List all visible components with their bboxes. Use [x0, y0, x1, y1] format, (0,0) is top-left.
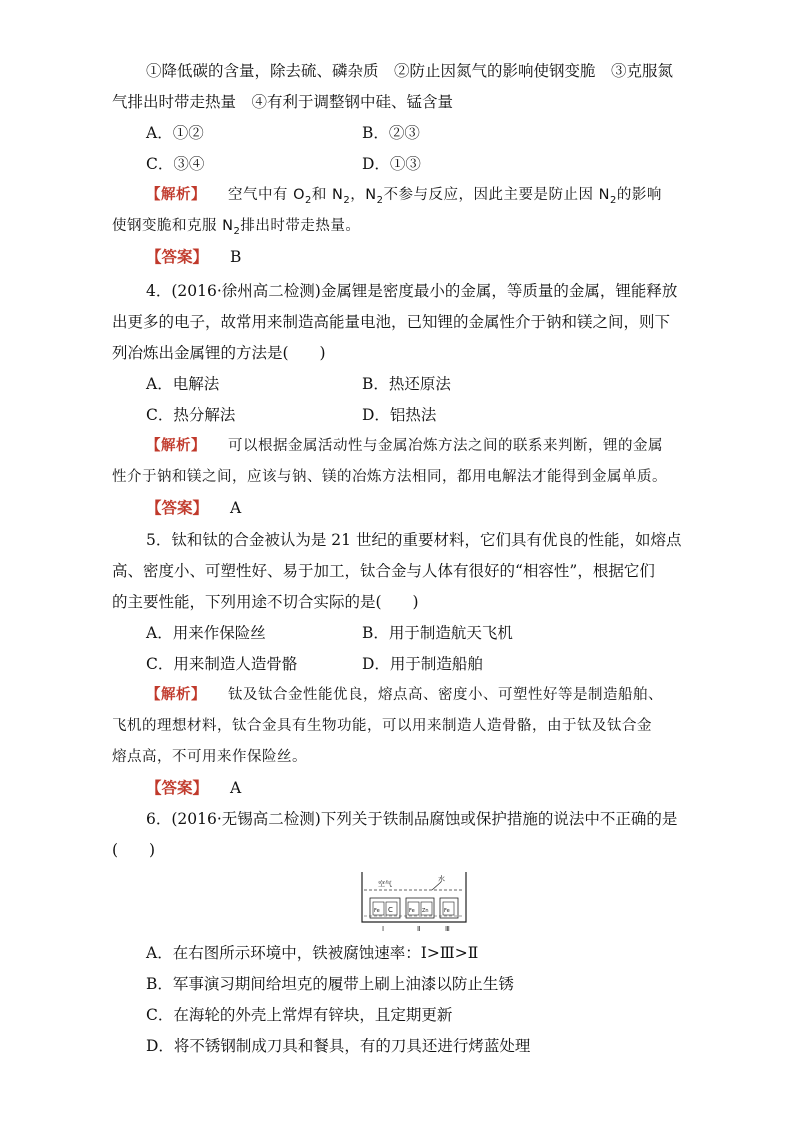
q3-analysis-text: 排出时带走热量。 — [240, 218, 361, 234]
q6-option-b: B．军事演习期间给坦克的履带上刷上油漆以防止生锈 — [146, 975, 514, 993]
analysis-tag: 【解析】 — [146, 687, 206, 703]
q5-analysis-line2: 飞机的理想材料，钛合金具有生物功能，可以用来制造人造骨骼，由于钛及钛合金 — [112, 718, 652, 734]
q3-analysis-line1 — [146, 184, 662, 212]
q3-analysis-line2 — [112, 215, 360, 243]
q4-option-b: B．热还原法 — [362, 375, 451, 393]
fe-label: Fe — [374, 908, 380, 914]
q4-option-a: A．电解法 — [146, 375, 220, 393]
air-label: 空气 — [378, 880, 392, 888]
q4-stem-line3: 列冶炼出金属锂的方法是( ) — [112, 344, 326, 362]
zn-label: Zn — [422, 908, 429, 914]
q3-option-a: A．①② — [146, 124, 204, 142]
c-label: C — [388, 906, 393, 914]
q6-option-a: A．在右图所示环境中，铁被腐蚀速率：Ⅰ>Ⅲ>Ⅱ — [146, 944, 479, 962]
q4-analysis-line2: 性介于钠和镁之间，应该与钠、镁的冶炼方法相同，都用电解法才能得到金属单质。 — [112, 469, 667, 485]
q6-option-d: D．将不锈钢制成刀具和餐具，有的刀具还进行烤蓝处理 — [146, 1037, 531, 1055]
q3-analysis-text: 使钢变脆和克服 N — [112, 218, 234, 234]
label-i: Ⅰ — [382, 925, 385, 932]
fe-label: Fe — [409, 908, 415, 914]
label-ii: Ⅱ — [417, 925, 421, 932]
q3-analysis-text: 和 N — [311, 187, 344, 203]
q3-analysis-text: ，N — [350, 187, 377, 203]
q4-answer — [146, 497, 241, 519]
fe-label: Fe — [444, 908, 450, 914]
subscript: 2 — [376, 194, 384, 206]
q5-answer — [146, 777, 241, 799]
q3-analysis-text: 空气中有 O — [228, 187, 306, 203]
q3-answer-value: B — [230, 248, 242, 266]
analysis-tag: 【解析】 — [146, 438, 206, 454]
q4-option-c: C．热分解法 — [146, 406, 236, 424]
subscript: 2 — [305, 194, 312, 206]
subscript: 2 — [343, 194, 351, 206]
q6-stem-line1: 6．(2016·无锡高二检测)下列关于铁制品腐蚀或保护措施的说法中不正确的是 — [146, 810, 678, 828]
label-iii: Ⅲ — [445, 925, 450, 932]
q5-option-d: D．用于制造船舶 — [362, 655, 483, 673]
answer-tag: 【答案】 — [146, 498, 209, 517]
q3-analysis-text: 的影响 — [616, 187, 662, 203]
subscript: 2 — [609, 194, 617, 206]
water-label: 水 — [438, 875, 445, 883]
q3-line1: ①降低碳的含量，除去硫、磷杂质 ②防止因氮气的影响使钢变脆 ③克服氮 — [146, 62, 674, 80]
q4-analysis-line1 — [146, 435, 663, 457]
q5-analysis-line3: 熔点高，不可用来作保险丝。 — [112, 749, 307, 765]
q5-stem-line2: 高、密度小、可塑性好、易于加工，钛合金与人体有很好的“相容性”，根据它们 — [112, 562, 655, 580]
q3-analysis-text: 不参与反应，因此主要是防止因 N — [383, 187, 610, 203]
answer-tag: 【答案】 — [146, 247, 209, 266]
q5-analysis-text: 钛及钛合金性能优良，熔点高、密度小、可塑性好等是制造船舶、 — [228, 687, 663, 703]
q4-answer-value: A — [230, 499, 242, 517]
q3-option-d: D．①③ — [362, 155, 421, 173]
q5-answer-value: A — [230, 779, 242, 797]
q4-stem-line2: 出更多的电子，故常用来制造高能量电池，已知锂的金属性介于钠和镁之间，则下 — [112, 313, 671, 331]
q4-option-d: D．铝热法 — [362, 406, 437, 424]
water-pointer-line — [432, 882, 441, 890]
q3-answer — [146, 246, 241, 268]
q3-option-b: B．②③ — [362, 124, 420, 142]
q5-stem-line1: 5．钛和钛的合金被认为是 21 世纪的重要材料，它们具有优良的性能，如熔点 — [146, 531, 682, 549]
q3-option-c: C．③④ — [146, 155, 205, 173]
q5-stem-line3: 的主要性能，下列用途不切合实际的是( ) — [112, 593, 419, 611]
corrosion-figure — [360, 868, 470, 932]
subscript: 2 — [233, 225, 241, 237]
q5-analysis-line1 — [146, 684, 663, 706]
q3-line2: 气排出时带走热量 ④有利于调整钢中硅、锰含量 — [112, 93, 454, 111]
q4-analysis-text: 可以根据金属活动性与金属冶炼方法之间的联系来判断，锂的金属 — [228, 438, 663, 454]
q5-option-b: B．用于制造航天飞机 — [362, 624, 513, 642]
q6-stem-line2: ( ) — [112, 841, 156, 859]
q5-option-a: A．用来作保险丝 — [146, 624, 266, 642]
answer-tag: 【答案】 — [146, 778, 209, 797]
q6-option-c: C．在海轮的外壳上常焊有锌块，且定期更新 — [146, 1006, 453, 1024]
q4-stem-line1: 4．(2016·徐州高二检测)金属锂是密度最小的金属，等质量的金属，锂能释放 — [146, 282, 678, 300]
analysis-tag: 【解析】 — [146, 187, 206, 203]
q5-option-c: C．用来制造人造骨骼 — [146, 655, 298, 673]
